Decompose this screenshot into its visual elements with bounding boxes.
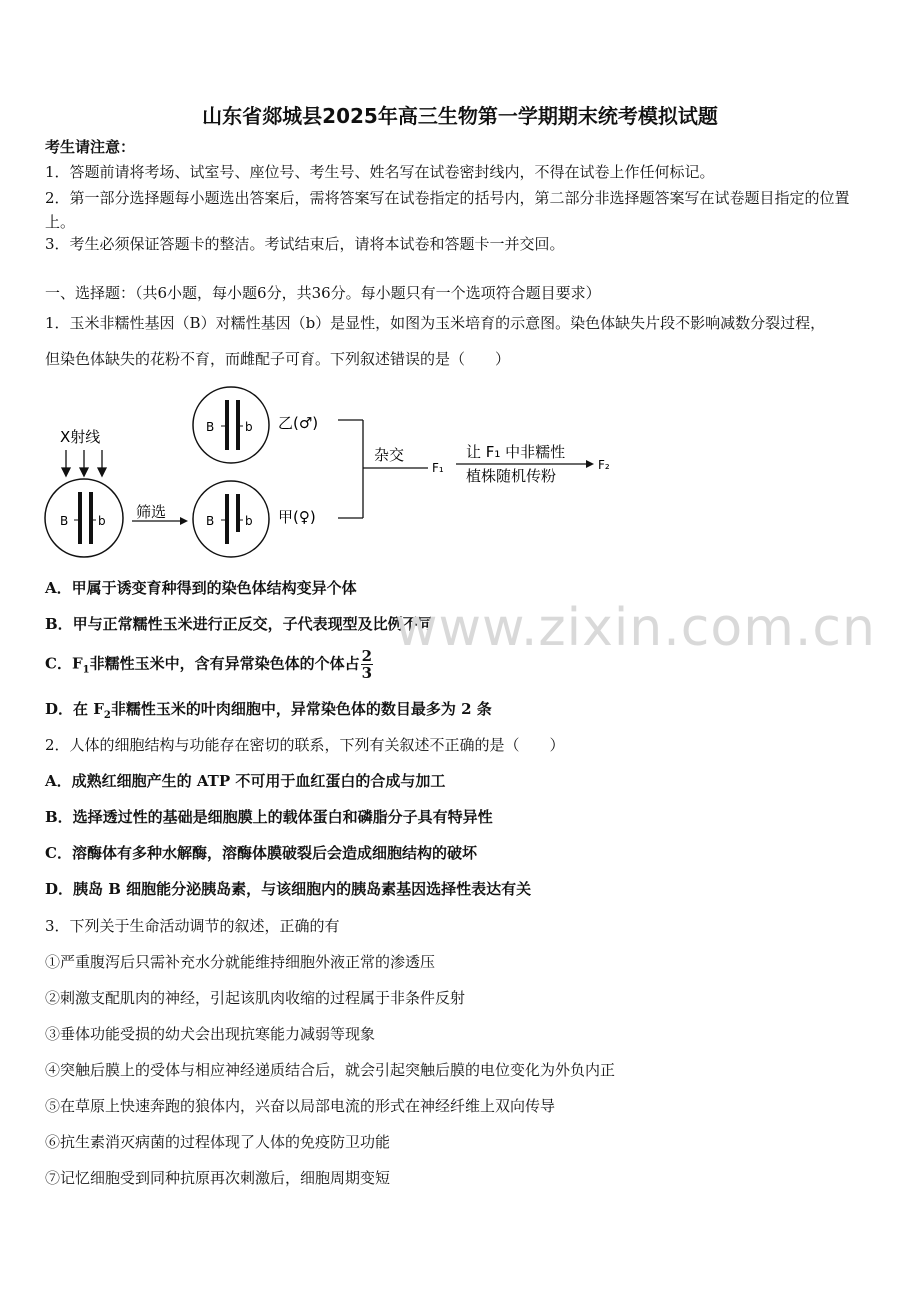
q2-option-d: D．胰岛 B 细胞能分泌胰岛素，与该细胞内的胰岛素基因选择性表达有关 bbox=[45, 880, 532, 898]
step-top-label: 让 F₁ 中非糯性 bbox=[466, 443, 566, 461]
q3-item-1: ①严重腹泻后只需补充水分就能维持细胞外液正常的渗透压 bbox=[45, 953, 436, 971]
xray-label: X射线 bbox=[60, 428, 101, 446]
jia-label: 甲(♀) bbox=[278, 508, 316, 526]
page-title: 山东省郯城县2025年高三生物第一学期期末统考模拟试题 bbox=[202, 104, 718, 128]
xray-arrows bbox=[62, 450, 106, 476]
notice-item-3: 3．考生必须保证答题卡的整洁。考试结束后，请将本试卷和答题卡一并交回。 bbox=[45, 235, 565, 253]
q1-option-b: B．甲与正常糯性玉米进行正反交，子代表现型及比例不同 bbox=[45, 615, 433, 633]
q2-option-c: C．溶酶体有多种水解酶，溶酶体膜破裂后会造成细胞结构的破坏 bbox=[45, 844, 477, 862]
q2-option-b: B．选择透过性的基础是细胞膜上的载体蛋白和磷脂分子具有特异性 bbox=[45, 808, 493, 826]
q3-item-7: ⑦记忆细胞受到同种抗原再次刺激后，细胞周期变短 bbox=[45, 1169, 391, 1187]
jia-cell bbox=[193, 481, 269, 557]
q2-option-a: A．成熟红细胞产生的 ATP 不可用于血红蛋白的合成与加工 bbox=[45, 772, 446, 790]
q3-item-5: ⑤在草原上快速奔跑的狼体内，兴奋以局部电流的形式在神经纤维上双向传导 bbox=[45, 1097, 556, 1115]
gene-b-label-yi: b bbox=[245, 420, 253, 434]
q3-stem: 3．下列关于生命活动调节的叙述，正确的有 bbox=[45, 917, 340, 935]
q3-item-2: ②刺激支配肌肉的神经，引起该肌肉收缩的过程属于非条件反射 bbox=[45, 989, 466, 1007]
watermark: www.zixin.com.cn bbox=[395, 598, 876, 658]
yi-cell bbox=[193, 387, 269, 463]
q1-option-c: C．$F_1$非糯性玉米中，含有异常染色体的个体占 $\frac{2}{3}$ bbox=[45, 647, 373, 682]
q3-item-4: ④突触后膜上的受体与相应神经递质结合后，就会引起突触后膜的电位变化为外负内正 bbox=[45, 1061, 616, 1079]
q2-stem: 2．人体的细胞结构与功能存在密切的联系，下列有关叙述不正确的是（ ） bbox=[45, 736, 565, 754]
q1-option-a: A．甲属于诱变育种得到的染色体结构变异个体 bbox=[45, 579, 357, 597]
notice-heading: 考生请注意： bbox=[45, 138, 136, 156]
cross-label: 杂交 bbox=[374, 446, 405, 464]
q1-option-d: D．在 $F_2$非糯性玉米的叶肉细胞中，异常染色体的数目最多为 2 条 bbox=[45, 700, 492, 721]
q3-item-6: ⑥抗生素消灭病菌的过程体现了人体的免疫防卫功能 bbox=[45, 1133, 391, 1151]
notice-item-2: 2．第一部分选择题每小题选出答案后，需将答案写在试卷指定的括号内，第二部分非选择题答案写在试卷题目指定的位置上。 bbox=[45, 189, 850, 231]
gene-B-label: B bbox=[60, 514, 69, 528]
gene-b-label: b bbox=[98, 514, 106, 528]
cross-bracket bbox=[338, 420, 428, 518]
section-heading: 一、选择题：（共6小题，每小题6分，共36分。每小题只有一个选项符合题目要求） bbox=[45, 284, 601, 302]
step-bottom-label: 植株随机传粉 bbox=[466, 467, 557, 485]
fraction: $\frac{2}{3}$ bbox=[361, 647, 373, 682]
gene-B-label-yi: B bbox=[206, 420, 215, 434]
gene-B-label-jia: B bbox=[206, 514, 215, 528]
original-cell bbox=[45, 479, 123, 557]
q1-stem-line1: 1．玉米非糯性基因（B）对糯性基因（b）是显性，如图为玉米培育的示意图。染色体缺失片段不影响减数分裂过程， bbox=[45, 314, 826, 332]
yi-label: 乙(♂) bbox=[278, 414, 319, 432]
notice-item-1: 1．答题前请将考场、试室号、座位号、考生号、姓名写在试卷密封线内，不得在试卷上作任何标记。 bbox=[45, 163, 715, 181]
f2-label: F₂ bbox=[598, 458, 610, 472]
q3-item-3: ③垂体功能受损的幼犬会出现抗寒能力减弱等现象 bbox=[45, 1025, 376, 1043]
q1-stem-line2: 但染色体缺失的花粉不育，而雌配子可育。下列叙述错误的是（ ） bbox=[45, 350, 511, 368]
breeding-diagram bbox=[30, 380, 630, 565]
screen-label: 筛选 bbox=[136, 503, 167, 521]
f1-label: F₁ bbox=[432, 461, 444, 475]
gene-b-label-jia: b bbox=[245, 514, 253, 528]
